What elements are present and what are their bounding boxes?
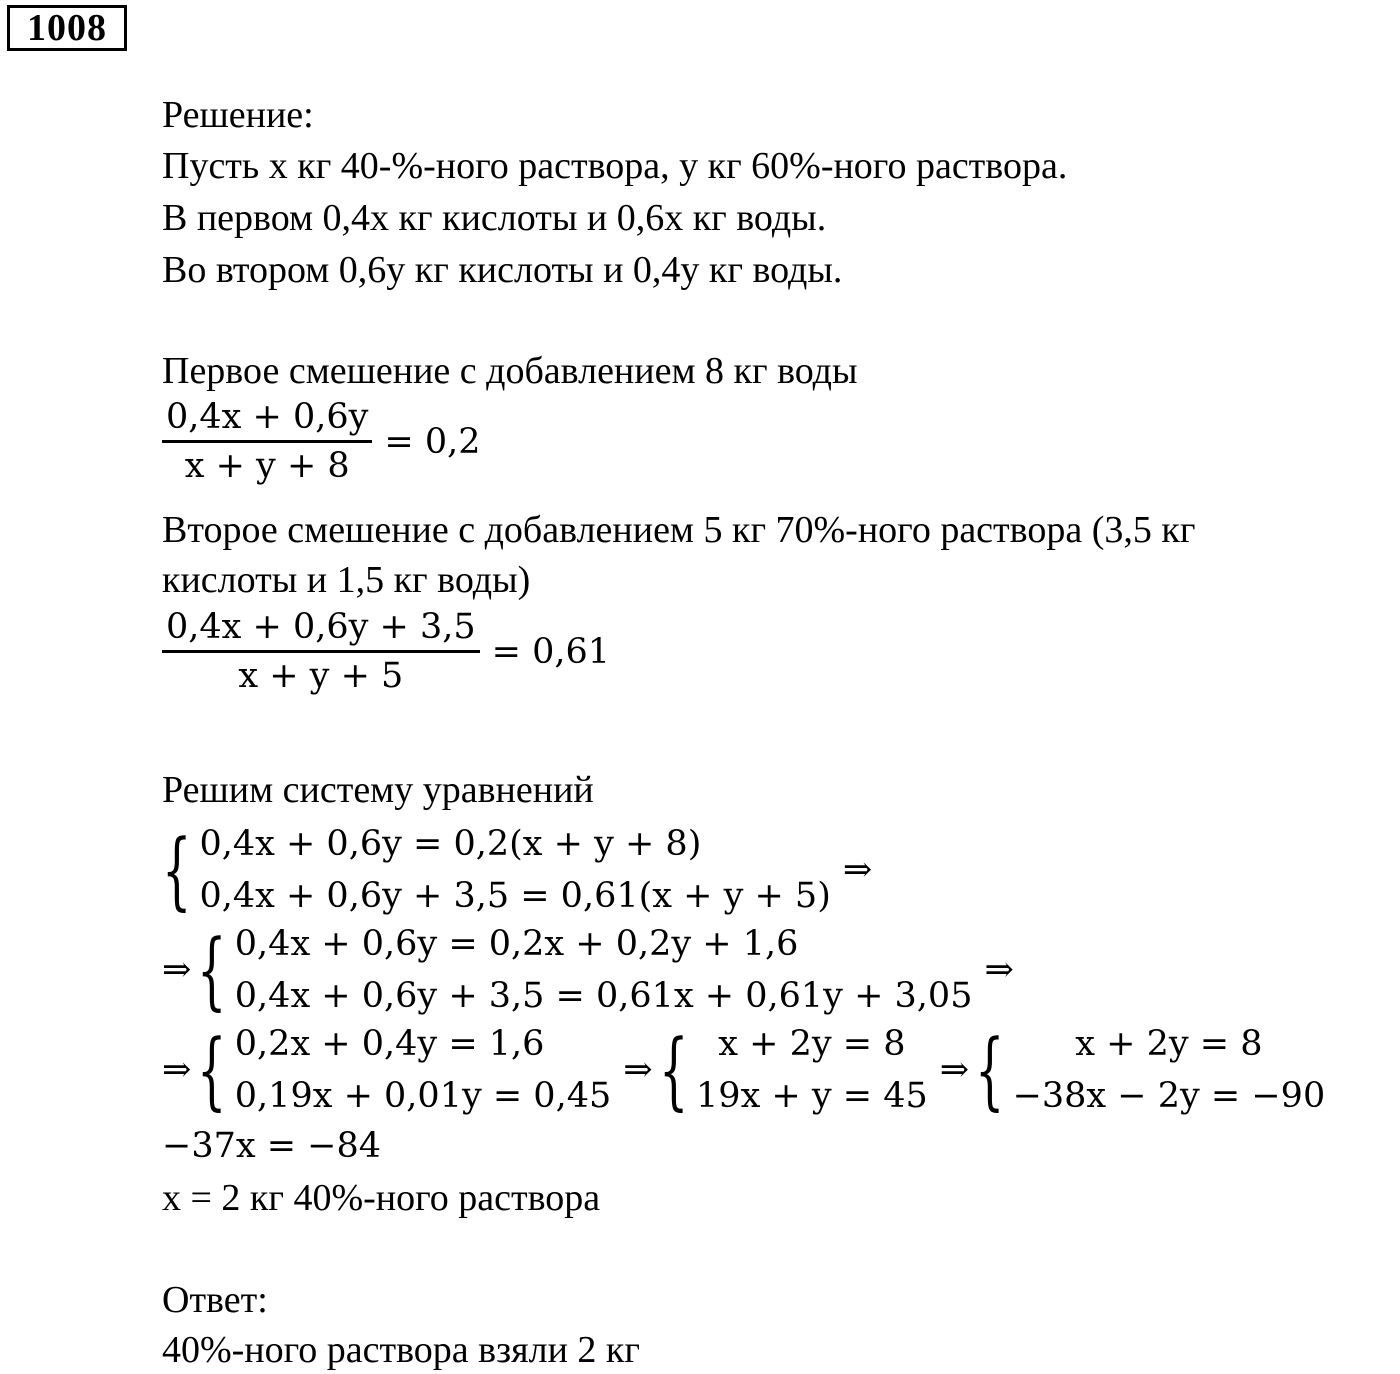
- system-4-eq-2: 19x + y = 45: [696, 1076, 928, 1116]
- left-brace-icon: {: [197, 1021, 227, 1119]
- system-1-eq-2: 0,4x + 0,6y + 3,5 = 0,61(x + y + 5): [199, 876, 831, 916]
- solution-label: Решение:: [162, 94, 314, 136]
- system-2-rows: [235, 918, 973, 1022]
- implies-arrow: ⇒: [162, 1050, 192, 1090]
- solve-label: Решим систему уравнений: [162, 769, 594, 811]
- system-2-eq-2: 0,4x + 0,6y + 3,5 = 0,61x + 0,61y + 3,05: [234, 976, 973, 1016]
- left-brace-icon: {: [162, 821, 192, 919]
- intro-line-3: Во втором 0,6y кг кислоты и 0,4y кг воды.: [162, 249, 843, 291]
- answer-label: Ответ:: [162, 1279, 268, 1321]
- implies-arrow: ⇒: [162, 950, 192, 990]
- mix1-numerator: 0,4x + 0,6y: [162, 396, 372, 443]
- system-4-rows: [696, 1018, 928, 1122]
- system-4-eq-1: x + 2y = 8: [718, 1024, 906, 1064]
- system-1: [156, 818, 872, 922]
- mix2-denominator: x + y + 5: [238, 656, 404, 696]
- implies-arrow: ⇒: [939, 1050, 970, 1090]
- mix2-fraction: [162, 606, 480, 697]
- system-1-rows: [199, 818, 830, 922]
- problem-number: 1008: [7, 5, 127, 51]
- implies-arrow: ⇒: [842, 850, 873, 890]
- system-5-rows: [1013, 1018, 1326, 1122]
- intro-line-2: В первом 0,4x кг кислоты и 0,6x кг воды.: [162, 197, 827, 239]
- system-3-rows: [235, 1018, 611, 1122]
- system-5-eq-1: x + 2y = 8: [1075, 1024, 1263, 1064]
- implies-arrow: ⇒: [984, 950, 1014, 990]
- system-3-eq-2: 0,19x + 0,01y = 0,45: [234, 1076, 612, 1116]
- system-2: [162, 918, 1014, 1022]
- system-3-row: [162, 1018, 1325, 1122]
- step-1: −37x = −84: [162, 1126, 382, 1166]
- mix1-fraction: [162, 396, 372, 487]
- mix2-numerator: 0,4x + 0,6y + 3,5: [162, 606, 480, 653]
- system-5-eq-2: −38x − 2y = −90: [1012, 1076, 1326, 1116]
- left-brace-icon: {: [658, 1021, 689, 1119]
- left-brace-icon: {: [975, 1021, 1005, 1119]
- mix1-text: Первое смешение с добавлением 8 кг воды: [162, 350, 858, 392]
- mix1-denominator: x + y + 8: [184, 446, 350, 486]
- mix2-text-2: кислоты и 1,5 кг воды): [162, 559, 531, 601]
- answer-text: 40%-ного раствора взяли 2 кг: [162, 1329, 640, 1371]
- implies-arrow: ⇒: [623, 1050, 653, 1090]
- mix2-rhs: = 0,61: [491, 631, 611, 672]
- system-2-eq-1: 0,4x + 0,6y = 0,2x + 0,2y + 1,6: [234, 924, 799, 964]
- left-brace-icon: {: [197, 921, 227, 1019]
- mix2-text-1: Второе смешение с добавлением 5 кг 70%-ного раствора (3,5 кг: [162, 509, 1196, 551]
- system-3-eq-1: 0,2x + 0,4y = 1,6: [234, 1024, 545, 1064]
- intro-line-1: Пусть x кг 40-%-ного раствора, y кг 60%-ного раствора.: [162, 145, 1068, 187]
- mix2-equation: [162, 606, 610, 697]
- step-2: x = 2 кг 40%-ного раствора: [162, 1177, 601, 1219]
- system-1-eq-1: 0,4x + 0,6y = 0,2(x + y + 8): [199, 824, 702, 864]
- mix1-equation: [162, 396, 481, 487]
- mix1-rhs: = 0,2: [384, 421, 481, 462]
